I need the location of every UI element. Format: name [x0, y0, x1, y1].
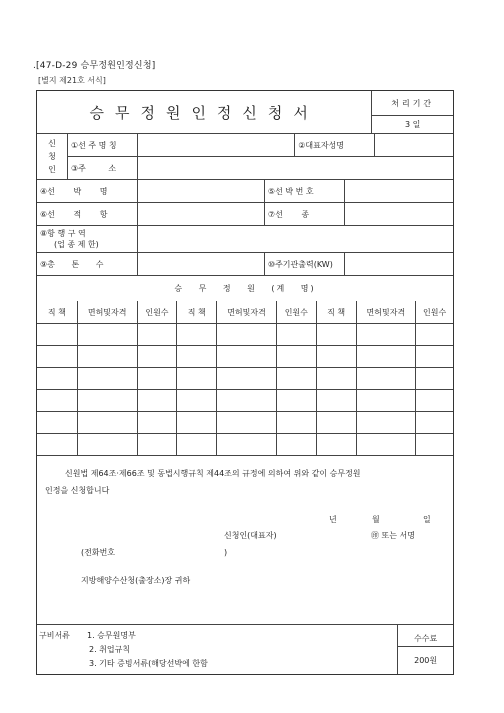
- crew-cell[interactable]: [77, 390, 137, 411]
- crew-cell[interactable]: [316, 368, 356, 389]
- crew-cell[interactable]: [137, 346, 177, 367]
- applicant-label: 신청인: [48, 139, 56, 174]
- statement-line-1: 신원법 제64조·제66조 및 동법시행규칙 제44조의 규정에 의하여 위와 같이 승무정원: [65, 469, 361, 478]
- statement-line-2: 인정을 신청합니다: [45, 486, 110, 495]
- crew-header-cell: 직 책: [176, 301, 216, 323]
- navigation-area-label-text: ⑧항 행 구 역: [40, 229, 86, 238]
- crew-cell[interactable]: [216, 368, 276, 389]
- date-day-label: 일: [423, 515, 431, 524]
- crew-cell[interactable]: [176, 368, 216, 389]
- crew-header-cell: 인원수: [415, 301, 453, 323]
- crew-cell[interactable]: [316, 346, 356, 367]
- table-row: [37, 389, 453, 411]
- crew-cell[interactable]: [216, 324, 276, 345]
- crew-cell[interactable]: [216, 434, 276, 455]
- crew-cell[interactable]: [37, 324, 77, 345]
- crew-header-cell: 직 책: [316, 301, 356, 323]
- form-code: .[47-D-29 승무정원인정신청]: [33, 61, 156, 71]
- address-field[interactable]: [137, 157, 453, 179]
- crew-cell[interactable]: [415, 412, 453, 433]
- form-title: 승무정원인정신청서: [89, 103, 319, 122]
- crew-cell[interactable]: [415, 434, 453, 455]
- crew-cell[interactable]: [216, 390, 276, 411]
- crew-cell[interactable]: [37, 390, 77, 411]
- representative-name-field[interactable]: [374, 134, 453, 156]
- crew-cell[interactable]: [356, 324, 416, 345]
- table-row: [37, 367, 453, 389]
- crew-cell[interactable]: [137, 390, 177, 411]
- crew-cell[interactable]: [77, 412, 137, 433]
- crew-cell[interactable]: [137, 434, 177, 455]
- phone-number-label: (전화번호: [81, 548, 116, 557]
- table-row: [37, 411, 453, 433]
- form-reference: [별지 제21호 서식]: [38, 76, 106, 85]
- crew-cell[interactable]: [316, 434, 356, 455]
- crew-cell[interactable]: [276, 324, 316, 345]
- crew-cell[interactable]: [415, 368, 453, 389]
- phone-number-close: ): [224, 548, 228, 557]
- crew-cell[interactable]: [276, 412, 316, 433]
- crew-cell[interactable]: [137, 412, 177, 433]
- navigation-area-label: [37, 226, 137, 252]
- engine-output-field[interactable]: [344, 253, 453, 275]
- crew-cell[interactable]: [356, 390, 416, 411]
- crew-cell[interactable]: [137, 368, 177, 389]
- ship-type-label: ⑦선 종: [264, 203, 344, 225]
- crew-cell[interactable]: [216, 412, 276, 433]
- crew-cell[interactable]: [216, 346, 276, 367]
- port-of-registry-field[interactable]: [137, 203, 264, 225]
- required-documents-label: 구비서류: [39, 630, 70, 640]
- navigation-area-sublabel: (업 종 제 한): [54, 240, 99, 249]
- crew-cell[interactable]: [77, 324, 137, 345]
- engine-output-label: ⑩주기관출력(KW): [264, 253, 344, 275]
- table-row: [37, 345, 453, 367]
- crew-cell[interactable]: [276, 346, 316, 367]
- address-label: ③주 소: [70, 163, 117, 173]
- processing-period-value: 3 일: [405, 120, 421, 129]
- owner-name-field[interactable]: [137, 134, 294, 156]
- crew-cell[interactable]: [415, 324, 453, 345]
- applicant-signature-label: 신청인(대표자): [224, 531, 277, 540]
- crew-cell[interactable]: [356, 434, 416, 455]
- navigation-area-field[interactable]: [137, 226, 453, 252]
- gross-tonnage-label: ⑨총 톤 수: [40, 259, 104, 269]
- date-year-label: 년: [329, 515, 337, 524]
- crew-cell[interactable]: [176, 434, 216, 455]
- application-form: [36, 90, 454, 675]
- crew-cell[interactable]: [415, 390, 453, 411]
- crew-cell[interactable]: [415, 346, 453, 367]
- crew-header-cell: 면허및자격: [216, 301, 276, 323]
- owner-name-label: ①선 주 명 칭: [70, 140, 117, 150]
- processing-period-label: 처리기간: [372, 91, 453, 116]
- ship-name-field[interactable]: [137, 180, 264, 202]
- crew-cell[interactable]: [176, 324, 216, 345]
- ship-number-label: ⑤선 박 번 호: [264, 180, 344, 202]
- representative-name-label: ②대표자성명: [294, 134, 373, 156]
- crew-cell[interactable]: [37, 434, 77, 455]
- port-of-registry-label: ⑥선 적 항: [40, 209, 108, 219]
- crew-table: [37, 301, 453, 455]
- crew-cell[interactable]: [356, 368, 416, 389]
- crew-table-header: [37, 301, 453, 323]
- table-row: [37, 323, 453, 345]
- crew-cell[interactable]: [356, 346, 416, 367]
- date-month-label: 월: [372, 515, 380, 524]
- crew-cell[interactable]: [356, 412, 416, 433]
- crew-cell[interactable]: [37, 368, 77, 389]
- crew-cell[interactable]: [77, 368, 137, 389]
- required-document-2: 2. 취업규칙: [89, 644, 131, 654]
- crew-cell[interactable]: [316, 324, 356, 345]
- ship-number-field[interactable]: [344, 180, 453, 202]
- ship-type-field[interactable]: [344, 203, 453, 225]
- table-row: [37, 433, 453, 455]
- crew-cell[interactable]: [176, 346, 216, 367]
- crew-cell[interactable]: [77, 434, 137, 455]
- ship-name-label: ④선 박 명: [40, 186, 108, 196]
- fee-label: 수수료: [398, 625, 453, 647]
- title-row: [37, 91, 453, 133]
- crew-header-cell: 면허및자격: [77, 301, 137, 323]
- fee-value: 200원: [414, 656, 438, 665]
- crew-cell[interactable]: [276, 368, 316, 389]
- crew-cell[interactable]: [316, 390, 356, 411]
- required-document-1: 1. 승무원명부: [87, 630, 136, 640]
- fee-box: [397, 625, 453, 674]
- required-document-3: 3. 기타 증빙서류(해당선박에 한함: [89, 658, 208, 668]
- crew-cell[interactable]: [37, 346, 77, 367]
- gross-tonnage-field[interactable]: [137, 253, 264, 275]
- crew-header-cell: 직 책: [47, 307, 66, 317]
- applicant-section: [37, 133, 453, 179]
- crew-cell[interactable]: [37, 412, 77, 433]
- crew-cell[interactable]: [276, 434, 316, 455]
- processing-period: [371, 91, 453, 133]
- crew-header-cell: 면허및자격: [356, 301, 416, 323]
- crew-header-cell: 인원수: [137, 301, 177, 323]
- crew-header-cell: 인원수: [276, 301, 316, 323]
- required-documents: [37, 625, 397, 674]
- crew-cell[interactable]: [137, 324, 177, 345]
- crew-cell[interactable]: [176, 412, 216, 433]
- crew-cell[interactable]: [316, 412, 356, 433]
- addressee: 지방해양수산청(출장소)장 귀하: [81, 576, 191, 585]
- crew-cell[interactable]: [77, 346, 137, 367]
- statement-area: [37, 456, 453, 624]
- crew-section-title: 승 무 정 원 (계 명): [174, 284, 316, 293]
- crew-cell[interactable]: [176, 390, 216, 411]
- crew-cell[interactable]: [276, 390, 316, 411]
- seal-or-signature: ㊞ 또는 서명: [371, 531, 415, 540]
